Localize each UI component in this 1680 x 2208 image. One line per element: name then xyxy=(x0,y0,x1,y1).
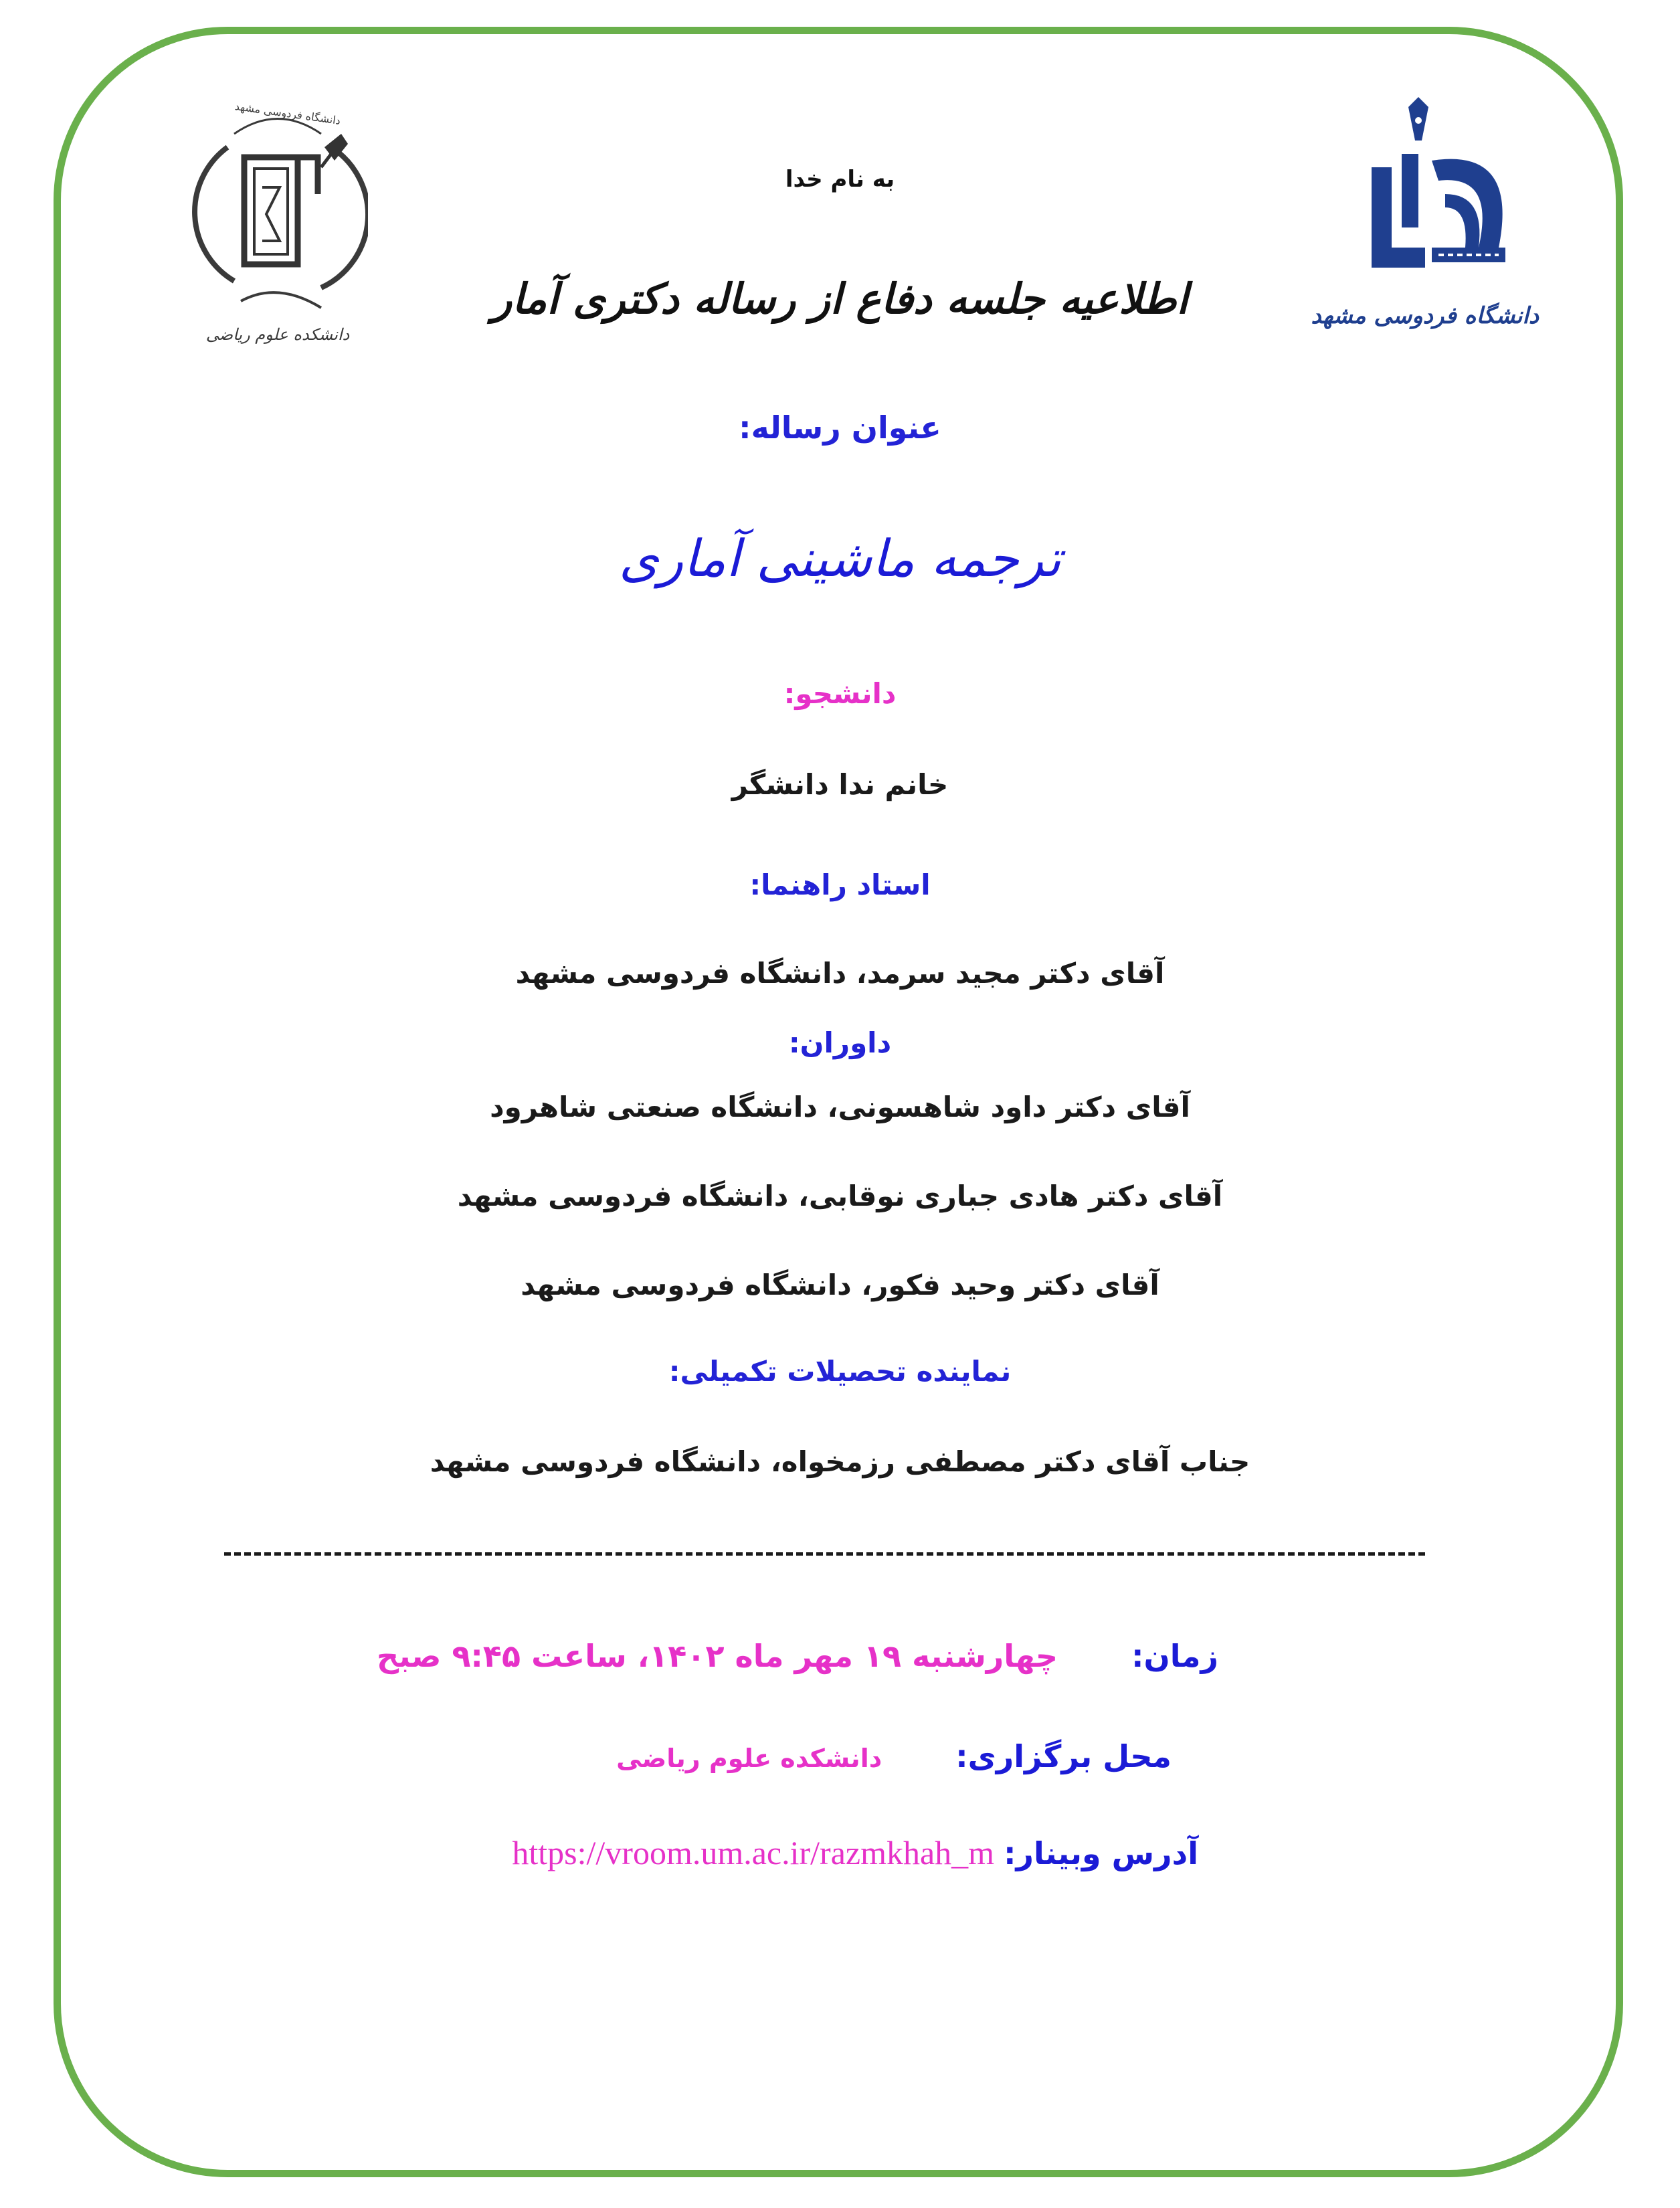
time-row xyxy=(377,1638,1218,1674)
referee-item: آقای دکتر داود شاهسونی، دانشگاه صنعتی شاهرود xyxy=(490,1091,1190,1123)
venue-row xyxy=(616,1738,1172,1774)
university-emblem-icon xyxy=(1345,94,1532,294)
basmala: به نام خدا xyxy=(785,166,895,193)
referee-item: آقای دکتر وحید فکور، دانشگاه فردوسی مشهد xyxy=(521,1269,1159,1301)
venue-label: محل برگزاری: xyxy=(955,1738,1172,1774)
supervisor-name: آقای دکتر مجید سرمد، دانشگاه فردوسی مشهد xyxy=(515,957,1165,990)
university-logo-caption: دانشگاه فردوسی مشهد xyxy=(1311,302,1539,329)
referees-label: داوران: xyxy=(788,1026,892,1059)
faculty-logo-caption: دانشکده علوم ریاضی xyxy=(205,325,350,344)
divider xyxy=(224,1552,1425,1556)
supervisor-label: استاد راهنما: xyxy=(749,868,931,901)
graduate-rep-label: نماینده تحصیلات تکمیلی: xyxy=(668,1355,1012,1388)
time-label: زمان: xyxy=(1131,1638,1218,1674)
referee-item: آقای دکتر هادی جباری نوقابی، دانشگاه فردوسی مشهد xyxy=(457,1180,1223,1212)
webinar-row xyxy=(512,1833,1198,1872)
graduate-rep-name: جناب آقای دکتر مصطفی رزمخواه، دانشگاه فردوسی مشهد xyxy=(430,1445,1250,1478)
thesis-title: ترجمه ماشینی آماری xyxy=(619,529,1061,588)
time-value: چهارشنبه ۱۹ مهر ماه ۱۴۰۲، ساعت ۹:۴۵ صبح xyxy=(377,1638,1058,1674)
student-label: دانشجو: xyxy=(783,677,897,710)
faculty-logo-ring-text: دانشگاه فردوسی مشهد xyxy=(234,100,342,127)
page-title: اطلاعیه جلسه دفاع از رساله دکتری آمار xyxy=(492,274,1188,323)
university-logo xyxy=(1345,94,1532,294)
student-name: خانم ندا دانشگر xyxy=(731,768,949,801)
webinar-link[interactable]: https://vroom.um.ac.ir/razmkhah_m xyxy=(512,1834,995,1871)
webinar-label: آدرس وبینار: xyxy=(1004,1835,1198,1871)
thesis-label: عنوان رساله: xyxy=(739,409,941,446)
venue-value: دانشکده علوم ریاضی xyxy=(616,1744,882,1773)
